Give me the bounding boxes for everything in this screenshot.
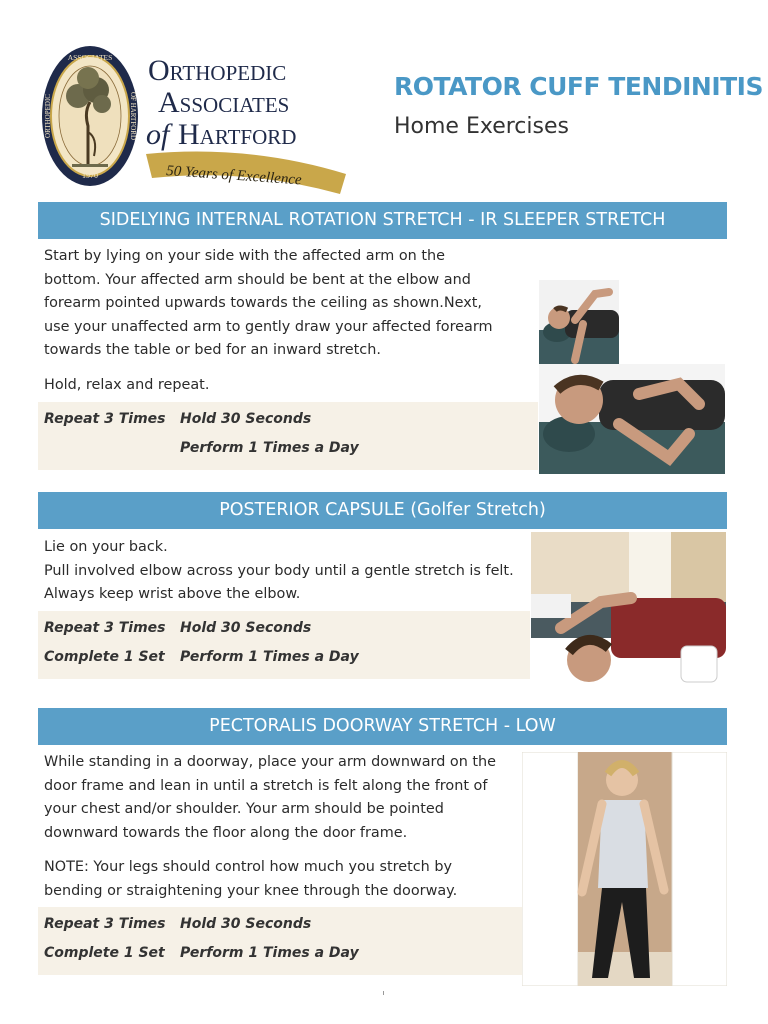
exercise-3-perform: Perform 1 Times a Day [180,945,359,961]
exercise-2-line-3: Always keep wrist above the elbow. [44,586,301,602]
doorway-stretch-photo [522,752,727,986]
exercise-2-instructions [44,536,524,607]
sidelying-stretch-photo-large [539,364,725,474]
exercise-1-parameters [38,402,538,470]
exercise-3-repeat: Repeat 3 Times [44,916,166,932]
page-marker [383,991,384,995]
exercise-3-parameters [38,907,522,975]
seal-top-text: ASSOCIATES [67,53,113,62]
seal-right-text: OF HARTFORD [129,91,137,141]
exercise-1-paragraph-1: Start by lying on your side with the affected arm on the bottom. Your affected arm should be bent at the elbow and forearm pointed upwards towards the ceiling as shown.Next, use your unaffected arm to gently draw your affected forearm towards the table or bed for an inward stretch. [44,248,493,358]
seal-left-text: ORTHOPEDIC [44,94,52,138]
exercise-3-sets: Complete 1 Set [44,945,165,961]
document-subtitle: Home Exercises [394,114,569,139]
exercise-2-line-2: Pull involved elbow across your body until a gentle stretch is felt. [44,562,514,579]
logo-line-3-of: of [146,118,170,151]
exercise-2-repeat: Repeat 3 Times [44,620,166,636]
exercise-1-paragraph-2: Hold, relax and repeat. [44,376,210,393]
document-title: ROTATOR CUFF TENDINITIS [394,72,763,101]
logo-line-3-name: Hartford [178,118,297,151]
sidelying-stretch-photo-small [539,280,619,366]
exercise-3-instructions [44,751,504,903]
logo-line-1: Orthopedic [148,54,287,87]
exercise-1-instructions [44,245,504,397]
logo-tagline: 50 Years of Excellence [165,163,303,189]
logo-line-2: Associates [158,86,290,119]
exercise-3-paragraph-2: NOTE: Your legs should control how much you stretch by bending or straightening your knee through the doorway. [44,859,458,899]
exercise-1-repeat: Repeat 3 Times [44,411,166,427]
exercise-1-title: SIDELYING INTERNAL ROTATION STRETCH - IR SLEEPER STRETCH [38,202,727,239]
golfer-stretch-photo [531,532,726,702]
exercise-1-hold: Hold 30 Seconds [180,411,312,427]
exercise-2-parameters [38,611,530,679]
exercise-3-title: PECTORALIS DOORWAY STRETCH - LOW [38,708,727,745]
exercise-2-title: POSTERIOR CAPSULE (Golfer Stretch) [38,492,727,529]
exercise-2-perform: Perform 1 Times a Day [180,649,359,665]
practice-logo [28,32,364,198]
exercise-3-hold: Hold 30 Seconds [180,916,312,932]
exercise-2-line-1: Lie on your back. [44,539,168,555]
exercise-2-sets: Complete 1 Set [44,649,165,665]
exercise-2-hold: Hold 30 Seconds [180,620,312,636]
exercise-1-perform: Perform 1 Times a Day [180,440,359,456]
seal-year-text: 1970 [82,171,98,180]
exercise-3-paragraph-1: While standing in a doorway, place your arm downward on the door frame and lean in until a stretch is felt along the front of your chest and/or shoulder. Your arm should be pointed downward towards the floor along the door frame. [44,754,497,841]
